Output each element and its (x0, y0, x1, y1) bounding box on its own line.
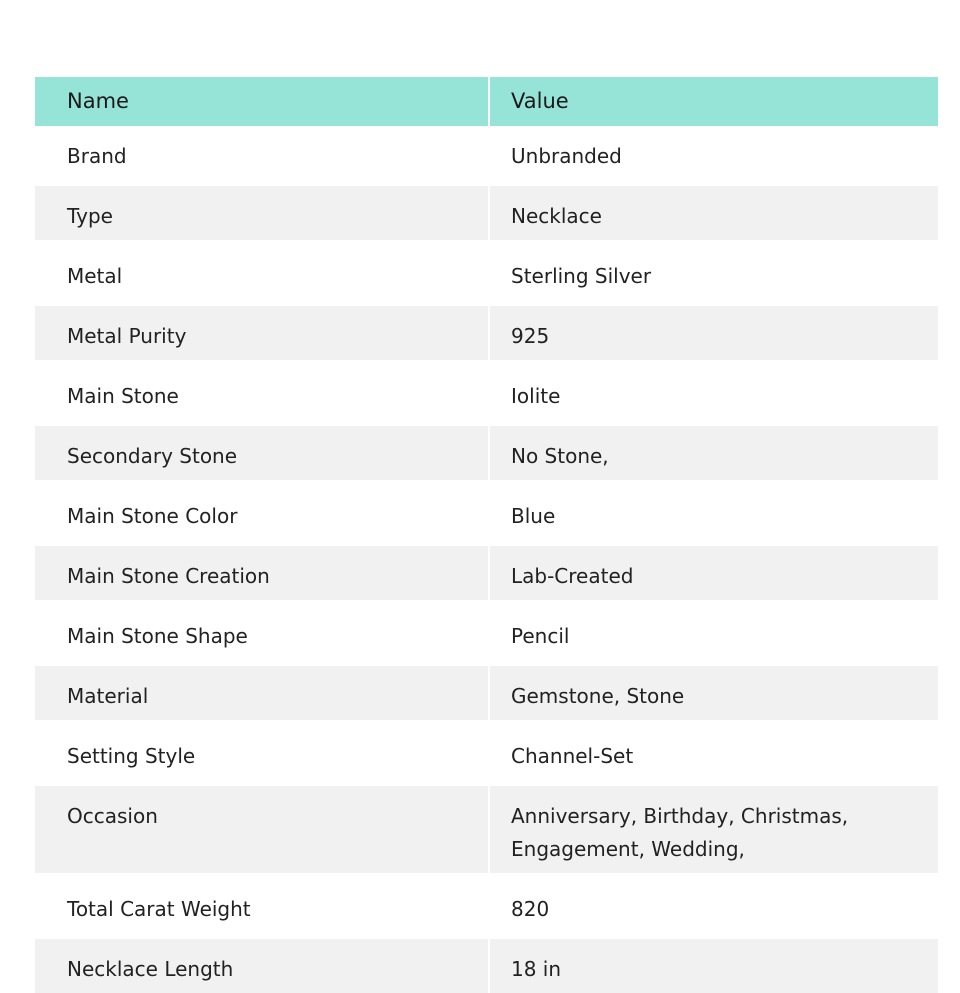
table-row (35, 540, 938, 600)
attribute-value-cell: Blue (490, 480, 938, 540)
attribute-value-cell: 820 (490, 873, 938, 933)
attribute-name-cell: Main Stone Creation (35, 540, 490, 600)
value-column-header: Value (490, 77, 938, 126)
table-row (35, 660, 938, 720)
attribute-name-cell: Total Carat Weight (35, 873, 490, 933)
table-row (35, 933, 938, 993)
table-body (35, 126, 938, 993)
attribute-name-cell: Main Stone Shape (35, 600, 490, 660)
table-row (35, 720, 938, 780)
attribute-value-cell: Anniversary, Birthday, Christmas, Engagement, Wedding, (490, 780, 938, 873)
specifications-table (35, 77, 938, 993)
table-row (35, 480, 938, 540)
attribute-name-cell: Material (35, 660, 490, 720)
table-header (35, 77, 938, 126)
table-row (35, 126, 938, 180)
attribute-value-cell: No Stone, (490, 420, 938, 480)
attribute-name-cell: Metal (35, 240, 490, 300)
table-row (35, 600, 938, 660)
header-row (35, 77, 938, 126)
attribute-name-cell: Secondary Stone (35, 420, 490, 480)
attribute-value-cell: Necklace (490, 180, 938, 240)
attribute-name-cell: Main Stone (35, 360, 490, 420)
attribute-name-cell: Setting Style (35, 720, 490, 780)
table-row (35, 420, 938, 480)
table-row (35, 300, 938, 360)
table-row (35, 873, 938, 933)
attribute-name-cell: Brand (35, 126, 490, 180)
attribute-value-cell: Channel-Set (490, 720, 938, 780)
table-row (35, 240, 938, 300)
table-row (35, 180, 938, 240)
attribute-value-cell: Pencil (490, 600, 938, 660)
name-column-header: Name (35, 77, 490, 126)
table-row (35, 360, 938, 420)
attribute-value-cell: 18 in (490, 933, 938, 993)
attribute-value-cell: Iolite (490, 360, 938, 420)
attribute-value-cell: Lab-Created (490, 540, 938, 600)
attribute-value-cell: 925 (490, 300, 938, 360)
attribute-name-cell: Occasion (35, 780, 490, 873)
attribute-name-cell: Necklace Length (35, 933, 490, 993)
attribute-value-cell: Gemstone, Stone (490, 660, 938, 720)
attribute-name-cell: Main Stone Color (35, 480, 490, 540)
attribute-name-cell: Metal Purity (35, 300, 490, 360)
attribute-value-cell: Sterling Silver (490, 240, 938, 300)
attribute-value-cell: Unbranded (511, 144, 622, 168)
attribute-name-cell: Type (35, 180, 490, 240)
table-row (35, 780, 938, 873)
